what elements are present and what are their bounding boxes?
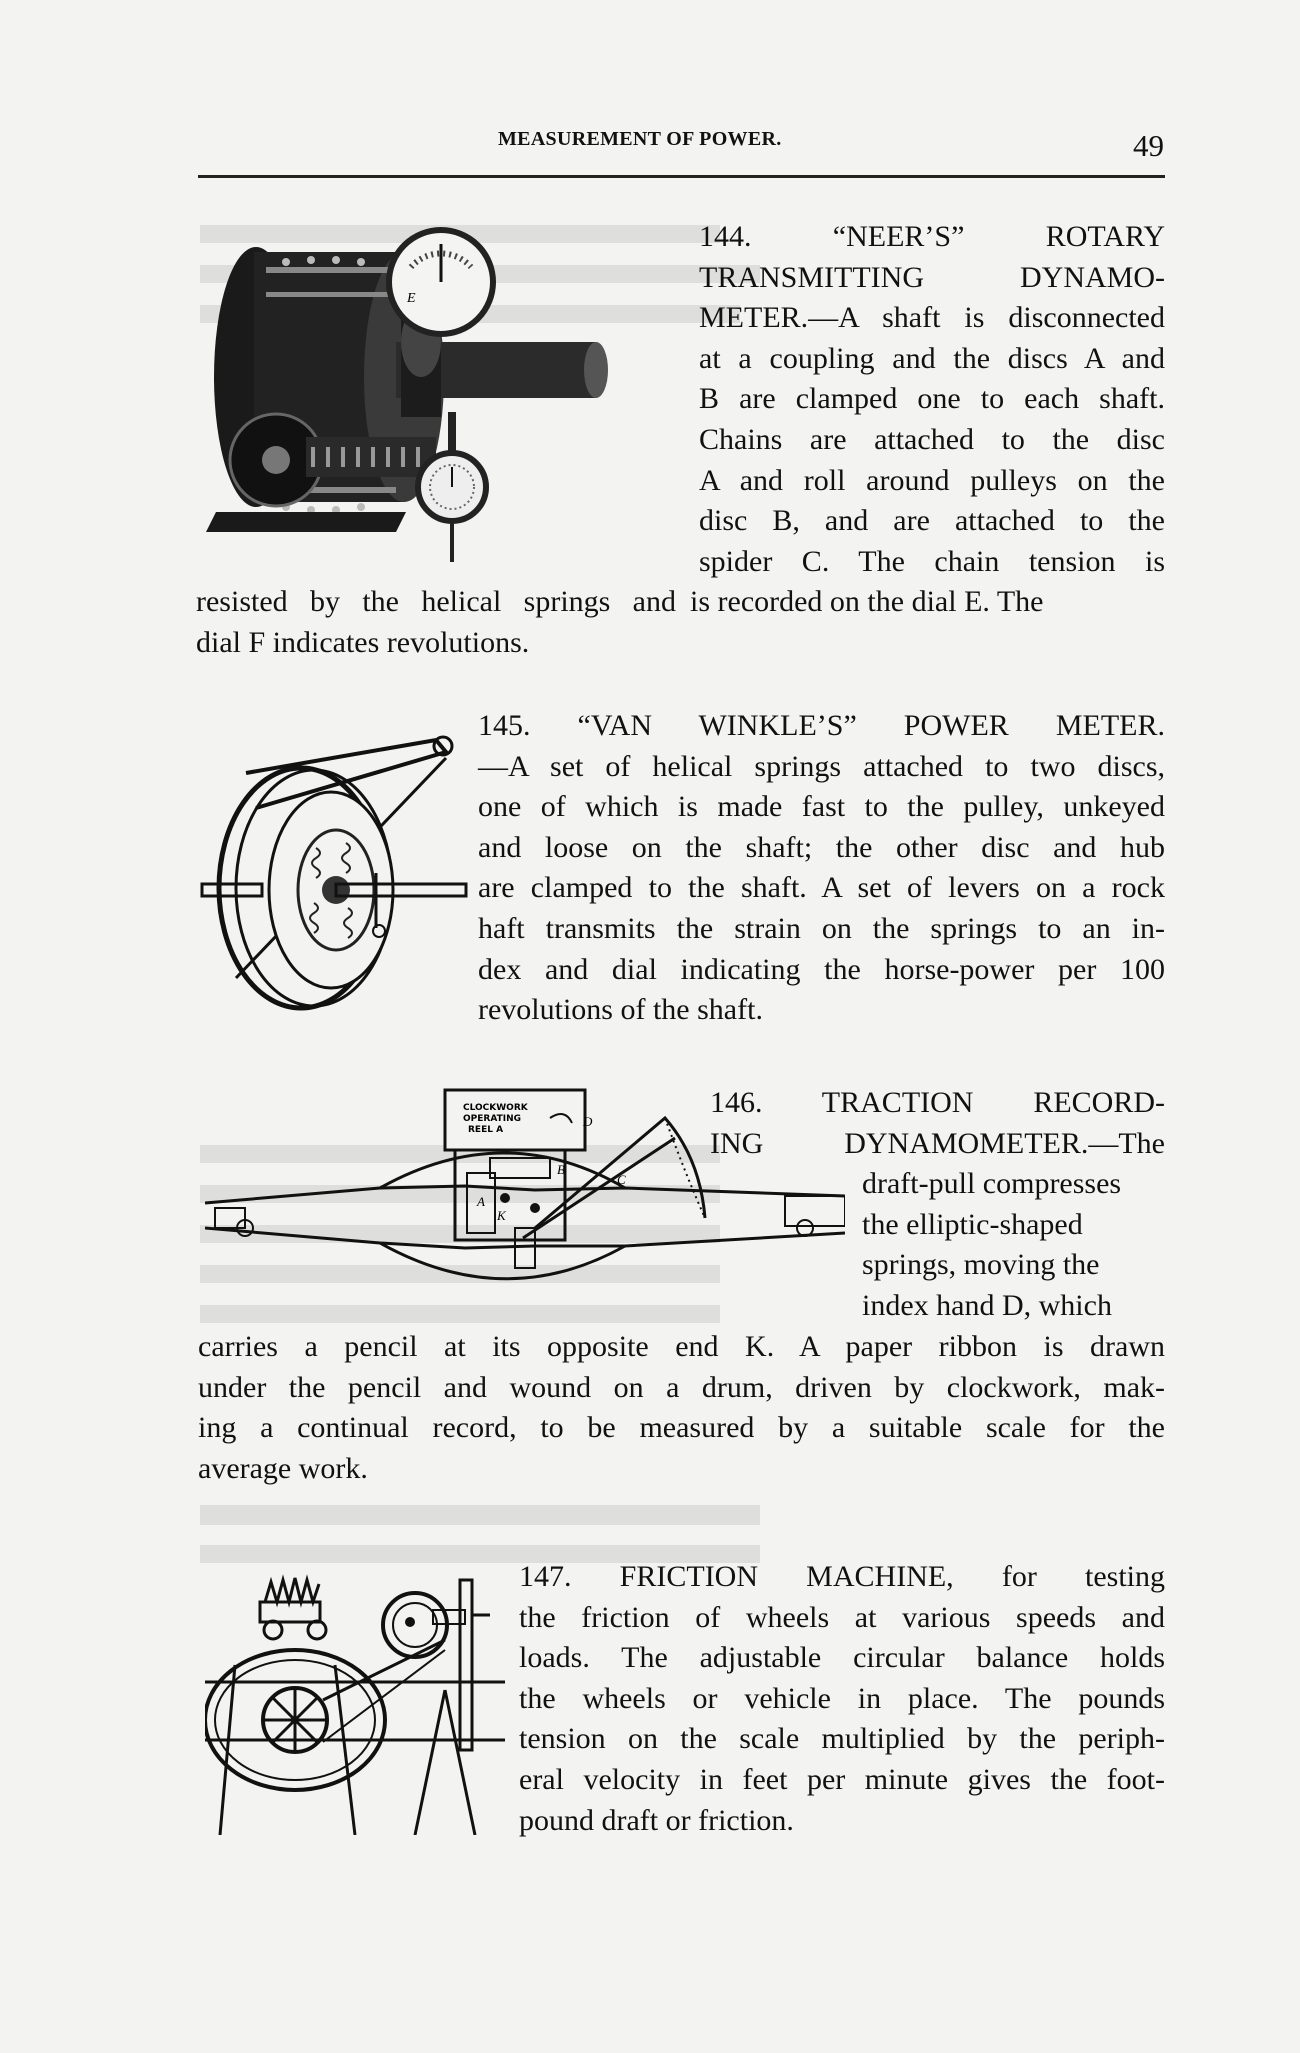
dial-e-letter: E [407, 291, 416, 306]
neers-dynamometer-figure [196, 222, 651, 582]
section-147-text [519, 1557, 1165, 1841]
text-line: METER.—A shaft is disconnected [699, 301, 1165, 335]
section-146-full-text [198, 1327, 1165, 1489]
text-line: under the pencil and wound on a drum, driven by clockwork, mak- [198, 1370, 1165, 1404]
disc-b-letter: B [557, 1162, 565, 1177]
text-line: 144. “NEER’S” ROTARY [699, 220, 1165, 253]
text-line: draft-pull compresses [862, 1167, 1122, 1200]
text-line: index hand D, which [862, 1288, 1112, 1322]
header-rule [198, 175, 1165, 178]
text-line: the friction of wheels at various speeds and [519, 1600, 1165, 1634]
text-line: 146. TRACTION RECORD- [710, 1086, 1165, 1119]
text-line: A and roll around pulleys on the [699, 463, 1165, 497]
section-144-left-line [196, 582, 676, 623]
text-line: revolutions of the shaft. [478, 993, 763, 1027]
text-line: average work. [198, 1451, 368, 1485]
text-line: eral velocity in feet per minute gives the foot- [519, 1762, 1165, 1796]
text-line: pound draft or friction. [519, 1803, 794, 1837]
section-146-top-text [710, 1083, 1165, 1164]
text-line: ING DYNAMOMETER.—The [710, 1126, 1165, 1160]
text-line: dial F indicates revolutions. [196, 626, 530, 659]
text-line: loads. The adjustable circular balance holds [519, 1641, 1165, 1675]
text-line: the elliptic-shaped [862, 1207, 1083, 1241]
pencil-k-letter: K [497, 1208, 506, 1223]
text-line: the wheels or vehicle in place. The pounds [519, 1681, 1165, 1715]
wheel-a-letter: A [477, 1194, 485, 1209]
text-line: disc B, and are attached to the [699, 504, 1165, 538]
text-line: carries a pencil at its opposite end K. A paper ribbon is drawn [198, 1330, 1165, 1363]
text-line: spider C. The chain tension is [699, 544, 1165, 578]
text-line: one of which is made fast to the pulley, unkeyed [478, 790, 1165, 824]
section-144-right-text [699, 217, 1165, 582]
disc-c-letter: C [617, 1172, 626, 1187]
page-number: 49 [1133, 128, 1164, 163]
friction-machine-figure [205, 1570, 510, 1835]
text-line: tension on the scale multiplied by the periph- [519, 1722, 1165, 1756]
text-line: 147. FRICTION MACHINE, for testing [519, 1560, 1165, 1593]
van-winkle-power-meter-figure [196, 728, 474, 1018]
text-line: resisted by the helical springs and [196, 585, 676, 618]
section-144-last-line [196, 623, 796, 664]
text-line: at a coupling and the discs A and [699, 341, 1165, 375]
text-line: Chains are attached to the disc [699, 422, 1165, 456]
running-head: MEASUREMENT OF POWER. [498, 128, 782, 150]
index-d-letter: D [583, 1114, 593, 1129]
text-line: haft transmits the strain on the springs to an in- [478, 911, 1165, 945]
section-146-narrow-text [862, 1164, 1165, 1326]
section-145-text [478, 706, 1165, 1031]
text-line: springs, moving the [862, 1248, 1100, 1282]
figure-label-line: OPERATING [463, 1114, 521, 1124]
text-line: TRANSMITTING DYNAMO- [699, 260, 1165, 294]
text-line: and loose on the shaft; the other disc and hub [478, 830, 1165, 864]
text-line: is recorded on the dial E. The [690, 585, 1044, 618]
text-line: dex and dial indicating the horse-power per 100 [478, 952, 1165, 986]
text-line: 145. “VAN WINKLE’S” POWER METER. [478, 709, 1165, 742]
figure-label-line: REEL A [468, 1125, 504, 1135]
text-line: are clamped to the shaft. A set of levers on a rock [478, 871, 1165, 905]
text-line: —A set of helical springs attached to two discs, [478, 749, 1165, 783]
figure-label-line: CLOCKWORK [463, 1103, 528, 1113]
text-line: ing a continual record, to be measured by a suitable scale for the [198, 1411, 1165, 1445]
text-line: B are clamped one to each shaft. [699, 382, 1165, 416]
section-144-right-line [690, 582, 1090, 623]
